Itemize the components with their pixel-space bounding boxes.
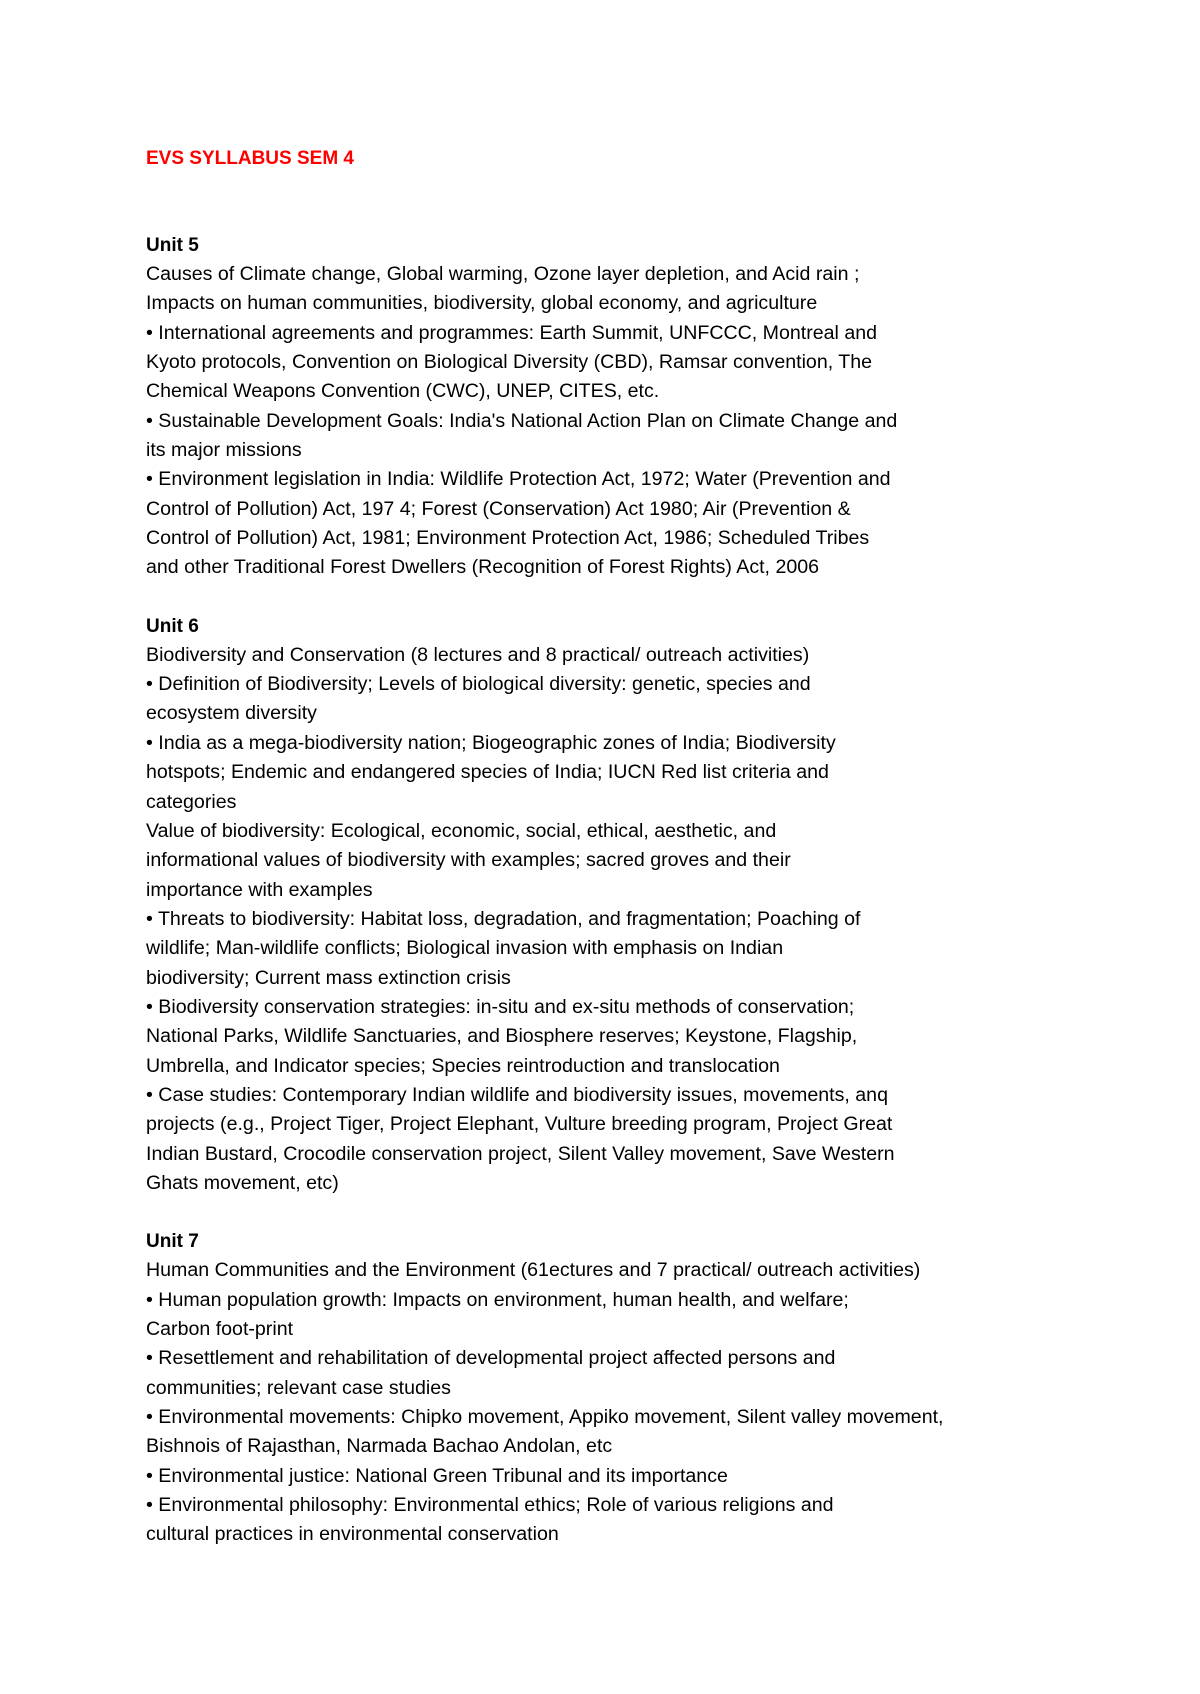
spacer <box>146 1198 1106 1227</box>
unit-text-line: • Resettlement and rehabilitation of developmental project affected persons and <box>146 1347 836 1370</box>
unit-heading: Unit 7 <box>146 1231 199 1253</box>
unit-text-line: Kyoto protocols, Convention on Biological Diversity (CBD), Ramsar convention, The <box>146 351 873 374</box>
unit-text-line: • Environment legislation in India: Wildlife Protection Act, 1972; Water (Prevention and <box>146 468 891 491</box>
unit-text-line: • Environmental movements: Chipko movement, Appiko movement, Silent valley movement, <box>146 1406 944 1429</box>
unit-section <box>146 612 1106 1199</box>
unit-text-line: and other Traditional Forest Dwellers (Recognition of Forest Rights) Act, 2006 <box>146 556 820 579</box>
unit-text-line: hotspots; Endemic and endangered species of India; IUCN Red list criteria and <box>146 761 829 784</box>
unit-text-line: Ghats movement, etc) <box>146 1171 339 1194</box>
unit-text-line: • Case studies: Contemporary Indian wildlife and biodiversity issues, movements, anq <box>146 1083 888 1106</box>
unit-text-line: Biodiversity and Conservation (8 lectures and 8 practical/ outreach activities) <box>146 643 810 666</box>
document-page <box>146 144 1106 1550</box>
unit-text-line: • Environmental philosophy: Environmental ethics; Role of various religions and <box>146 1494 834 1517</box>
unit-text-line: • Sustainable Development Goals: India's National Action Plan on Climate Change and <box>146 409 898 432</box>
unit-text-line: wildlife; Man-wildlife conflicts; Biological invasion with emphasis on Indian <box>146 937 784 960</box>
unit-text-line: • International agreements and programmes: Earth Summit, UNFCCC, Montreal and <box>146 321 878 344</box>
unit-text-line: Causes of Climate change, Global warming, Ozone layer depletion, and Acid rain ; <box>146 263 860 285</box>
unit-text-line: its major missions <box>146 439 302 462</box>
unit-text-line: Control of Pollution) Act, 197 4; Forest (Conservation) Act 1980; Air (Prevention & <box>146 497 851 520</box>
unit-text-line: cultural practices in environmental conservation <box>146 1523 559 1546</box>
unit-text-line: • Human population growth: Impacts on environment, human health, and welfare; <box>146 1288 849 1311</box>
unit-text-line: communities; relevant case studies <box>146 1376 451 1399</box>
unit-text-line: • Biodiversity conservation strategies: in-situ and ex-situ methods of conservation; <box>146 995 855 1018</box>
units-container <box>146 231 1106 1550</box>
unit-text-line: Human Communities and the Environment (61ectures and 7 practical/ outreach activities) <box>146 1259 921 1282</box>
unit-section <box>146 1227 1106 1549</box>
unit-text-line: National Parks, Wildlife Sanctuaries, and Biosphere reserves; Keystone, Flagship, <box>146 1025 858 1048</box>
unit-text-line: • Environmental justice: National Green Tribunal and its importance <box>146 1464 728 1487</box>
spacer <box>146 583 1106 612</box>
unit-text-line: Control of Pollution) Act, 1981; Environment Protection Act, 1986; Scheduled Tribes <box>146 527 870 550</box>
unit-text-line: Umbrella, and Indicator species; Species reintroduction and translocation <box>146 1054 780 1077</box>
unit-text-line: • Threats to biodiversity: Habitat loss, degradation, and fragmentation; Poaching of <box>146 907 861 930</box>
unit-text-line: projects (e.g., Project Tiger, Project Elephant, Vulture breeding program, Project Great <box>146 1113 893 1136</box>
document-title: EVS SYLLABUS SEM 4 <box>146 148 354 169</box>
unit-text-line: importance with examples <box>146 878 373 901</box>
unit-heading: Unit 6 <box>146 615 199 637</box>
unit-text-line: biodiversity; Current mass extinction crisis <box>146 966 511 989</box>
unit-text-line: Bishnois of Rajasthan, Narmada Bachao Andolan, etc <box>146 1435 613 1458</box>
unit-text-line: categories <box>146 790 237 813</box>
unit-text-line: ecosystem diversity <box>146 702 317 725</box>
unit-text-line: Carbon foot-print <box>146 1318 294 1340</box>
unit-text-line: • India as a mega-biodiversity nation; Biogeographic zones of India; Biodiversity <box>146 731 836 754</box>
unit-text-line: Indian Bustard, Crocodile conservation project, Silent Valley movement, Save Western <box>146 1142 895 1165</box>
unit-text-line: Chemical Weapons Convention (CWC), UNEP, CITES, etc. <box>146 380 660 403</box>
unit-section <box>146 231 1106 583</box>
unit-heading: Unit 5 <box>146 235 199 256</box>
unit-text-line: • Definition of Biodiversity; Levels of biological diversity: genetic, species and <box>146 673 811 696</box>
unit-text-line: Value of biodiversity: Ecological, economic, social, ethical, aesthetic, and <box>146 819 777 842</box>
spacer <box>146 173 1106 231</box>
unit-text-line: informational values of biodiversity with examples; sacred groves and their <box>146 849 791 872</box>
unit-text-line: Impacts on human communities, biodiversity, global economy, and agriculture <box>146 292 818 315</box>
